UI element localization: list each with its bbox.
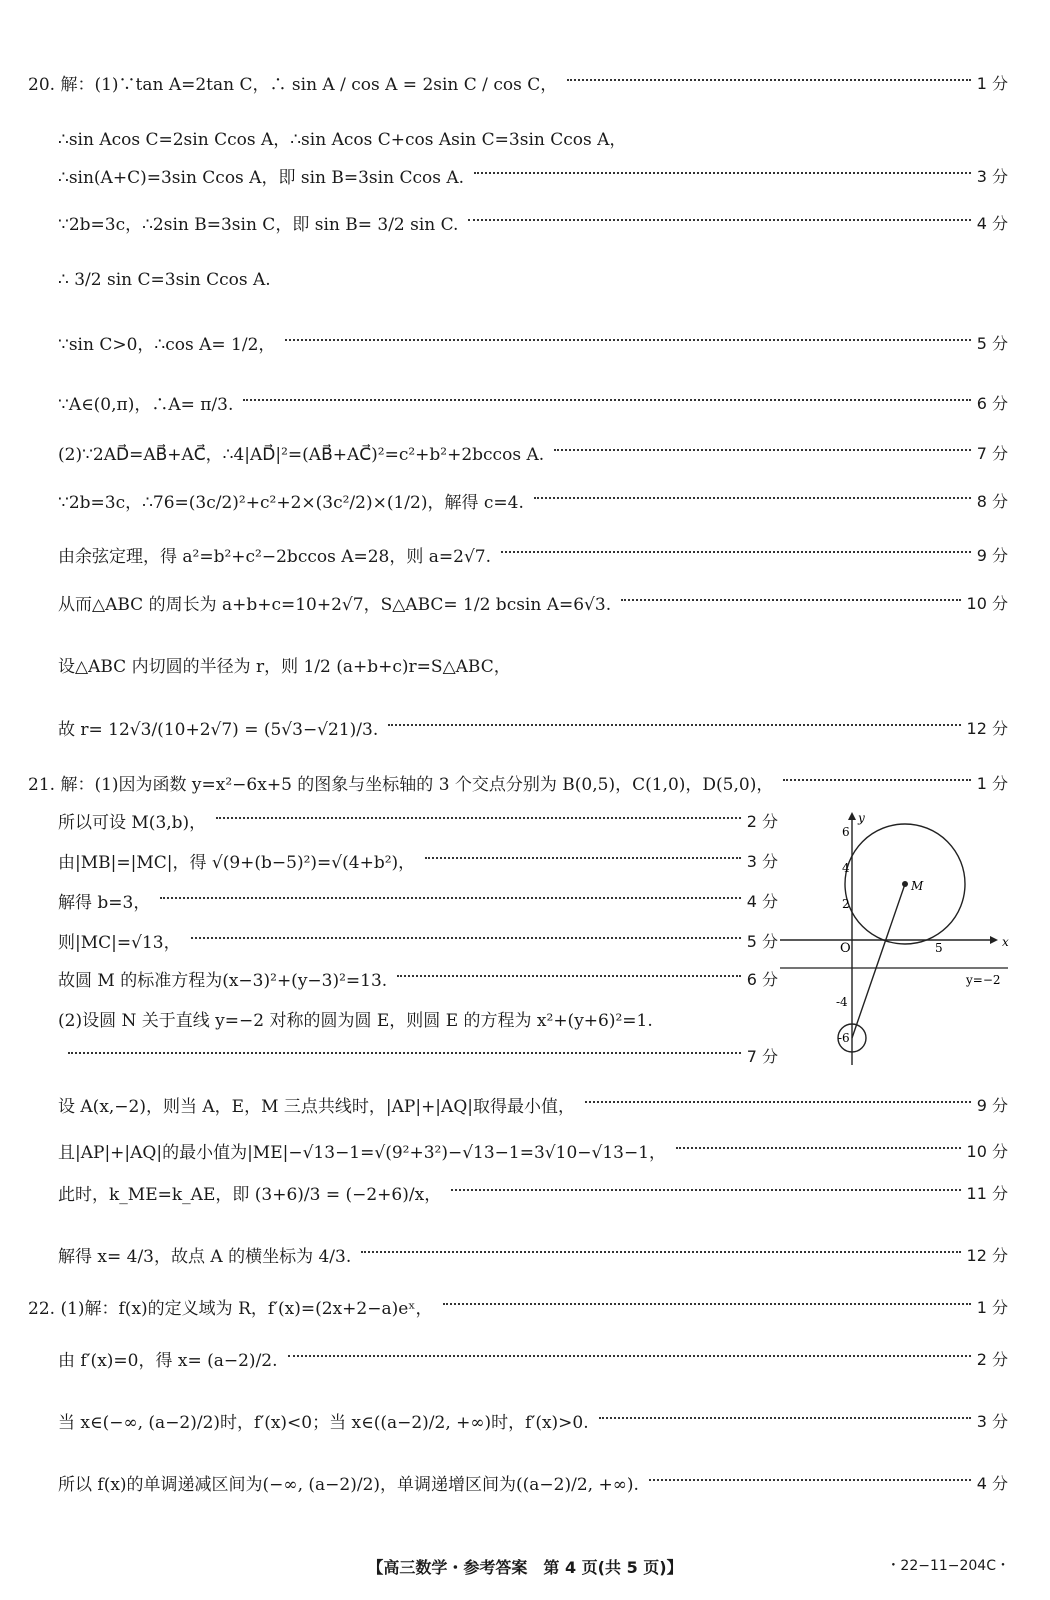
score-label: 3 分 [976, 167, 1008, 186]
answer-line [58, 1470, 1008, 1495]
line-text: 当 x∈(−∞, (a−2)/2)时，f′(x)<0；当 x∈((a−2)/2, +∞)时，f′(x)>0. [58, 1413, 589, 1433]
leader-dots [468, 219, 970, 221]
line-text: 21. 解：(1)因为函数 y=x²−6x+5 的图象与坐标轴的 3 个交点分别为 B(0,5)，C(1,0)，D(5,0)， [28, 775, 774, 795]
tick-label: -6 [838, 1031, 850, 1045]
line-text: ∵2b=3c，∴2sin B=3sin C，即 sin B= 3/2 sin C. [58, 215, 459, 235]
answer-line [58, 888, 778, 913]
leader-dots [567, 79, 971, 81]
answer-line [58, 928, 778, 953]
line-text: ∵2b=3c，∴76=(3c/2)²+c²+2×(3c²/2)×(1/2)，解得 c=4. [58, 493, 524, 513]
line-text: ∴sin(A+C)=3sin Ccos A，即 sin B=3sin Ccos A. [58, 168, 465, 188]
leader-dots [388, 724, 960, 726]
answer-line [58, 1138, 1008, 1163]
answer-line [58, 808, 778, 833]
score-label: 4 分 [976, 214, 1008, 233]
score-label: 2 分 [746, 812, 778, 831]
score-label: 11 分 [966, 1184, 1008, 1203]
score-label: 1 分 [976, 1298, 1008, 1317]
answer-line [58, 210, 1008, 235]
line-text: 解得 x= 4/3，故点 A 的横坐标为 4/3. [58, 1247, 352, 1267]
answer-line [58, 1346, 1008, 1371]
leader-dots [216, 817, 741, 819]
score-label: 4 分 [746, 892, 778, 911]
leader-dots [599, 1417, 971, 1419]
line-text: ∵A∈(0,π)，∴A= π/3. [58, 395, 234, 415]
score-label: 10 分 [966, 1142, 1008, 1161]
x-axis-label: x [1002, 935, 1009, 949]
score-label: 7 分 [976, 444, 1008, 463]
line-text: 22. (1)解：f(x)的定义域为 R，f′(x)=(2x+2−a)eˣ， [28, 1299, 433, 1319]
leader-dots [160, 897, 740, 899]
score-label: 5 分 [746, 932, 778, 951]
line-text: 所以 f(x)的单调递减区间为(−∞, (a−2)/2)，单调递增区间为((a−2)/2, +∞). [58, 1475, 639, 1495]
line-text: 所以可设 M(3,b)， [58, 813, 207, 833]
tick-label: -4 [836, 995, 848, 1009]
line-text: ∴ 3/2 sin C=3sin Ccos A. [58, 270, 271, 290]
score-label: 4 分 [976, 1474, 1008, 1493]
tick-label: 6 [842, 825, 850, 839]
answer-line [58, 163, 1008, 188]
line-text: ∵sin C>0，∴cos A= 1/2， [58, 335, 276, 355]
y-axis-label: y [858, 811, 865, 825]
score-label: 1 分 [976, 774, 1008, 793]
line-text: 由|MB|=|MC|，得 √(9+(b−5)²)=√(4+b²)， [58, 853, 416, 873]
leader-dots [534, 497, 971, 499]
line-text: (2)设圆 N 关于直线 y=−2 对称的圆为圆 E，则圆 E 的方程为 x²+(y+6)²=1. [58, 1011, 653, 1031]
score-label: 12 分 [966, 719, 1008, 738]
tick-label: 2 [842, 897, 850, 911]
leader-dots [676, 1147, 961, 1149]
line-text: 且|AP|+|AQ|的最小值为|ME|−√13−1=√(9²+3²)−√13−1=3√10−√13−1， [58, 1143, 667, 1163]
leader-dots [285, 339, 970, 341]
line-text: (2)∵2AD⃗=AB⃗+AC⃗，∴4|AD⃗|²=(AB⃗+AC⃗)²=c²+b²+2bccos A. [58, 445, 545, 465]
score-label: 5 分 [976, 334, 1008, 353]
line-text: ∴sin Acos C=2sin Ccos A，∴sin Acos C+cos Asin C=3sin Ccos A， [58, 130, 627, 150]
leader-dots [443, 1303, 971, 1305]
answer-line [58, 848, 778, 873]
score-label: 9 分 [976, 546, 1008, 565]
line-label: y=−2 [966, 973, 1001, 987]
score-label: 10 分 [966, 594, 1008, 613]
leader-dots [554, 449, 971, 451]
answer-line [58, 1408, 1008, 1433]
answer-line [58, 440, 1008, 465]
score-label: 3 分 [746, 852, 778, 871]
segment-me [852, 884, 905, 1038]
answer-line [58, 590, 1008, 615]
answer-line [58, 330, 1008, 355]
score-label: 12 分 [966, 1246, 1008, 1265]
score-label: 8 分 [976, 492, 1008, 511]
answer-line [58, 488, 1008, 513]
line-text: 设△ABC 内切圆的半径为 r，则 1/2 (a+b+c)r=S△ABC， [58, 657, 511, 677]
answer-line [58, 1180, 1008, 1205]
tick-label: 5 [935, 941, 943, 955]
score-label: 3 分 [976, 1412, 1008, 1431]
point-m-label: M [911, 879, 924, 893]
line-text: 设 A(x,−2)，则当 A，E，M 三点共线时，|AP|+|AQ|取得最小值， [58, 1097, 575, 1117]
tick-label: 4 [842, 861, 850, 875]
leader-dots [68, 1052, 741, 1054]
y-axis-arrow-icon [848, 812, 856, 820]
line-text: 20. 解：(1)∵tan A=2tan C，∴ sin A / cos A = 2sin C / cos C， [28, 75, 558, 95]
origin-label: O [840, 941, 851, 956]
line-text: 由 f′(x)=0，得 x= (a−2)/2. [58, 1351, 278, 1371]
line-text: 解得 b=3， [58, 893, 151, 913]
answer-line [58, 270, 1008, 290]
score-label: 9 分 [976, 1096, 1008, 1115]
score-label: 6 分 [746, 970, 778, 989]
leader-dots [649, 1479, 971, 1481]
score-label: 1 分 [976, 74, 1008, 93]
leader-dots [783, 779, 970, 781]
leader-dots [621, 599, 960, 601]
score-label: 2 分 [976, 1350, 1008, 1369]
circle-diagram [780, 810, 1010, 1070]
answer-line [58, 715, 1008, 740]
leader-dots [243, 399, 970, 401]
answer-line [28, 1294, 1008, 1319]
answer-line [58, 125, 1008, 150]
leader-dots [288, 1355, 971, 1357]
score-label: 7 分 [746, 1047, 778, 1066]
line-text: 则|MC|=√13， [58, 933, 181, 953]
page-footer: 【高三数学・参考答案 第 4 页(共 5 页)】 [367, 1558, 683, 1577]
answer-line [28, 70, 1008, 95]
leader-dots [585, 1101, 971, 1103]
answer-line [58, 1242, 1008, 1267]
answer-line [58, 390, 1008, 415]
line-text: 故圆 M 的标准方程为(x−3)²+(y−3)²=13. [58, 971, 388, 991]
line-text: 从而△ABC 的周长为 a+b+c=10+2√7，S△ABC= 1/2 bcsin A=6√3. [58, 595, 612, 615]
leader-dots [361, 1251, 960, 1253]
leader-dots [191, 937, 741, 939]
answer-line [58, 1044, 778, 1067]
leader-dots [397, 975, 741, 977]
answer-line [58, 1092, 1008, 1117]
leader-dots [451, 1189, 960, 1191]
answer-line [58, 966, 778, 991]
answer-line [28, 770, 1008, 795]
answer-line [58, 542, 1008, 567]
x-axis-arrow-icon [990, 936, 998, 944]
leader-dots [474, 172, 971, 174]
line-text: 此时，k_ME=k_AE，即 (3+6)/3 = (−2+6)/x， [58, 1185, 442, 1205]
line-text: 故 r= 12√3/(10+2√7) = (5√3−√21)/3. [58, 720, 379, 740]
line-text: 由余弦定理，得 a²=b²+c²−2bccos A=28，则 a=2√7. [58, 547, 492, 567]
leader-dots [501, 551, 971, 553]
score-label: 6 分 [976, 394, 1008, 413]
answer-line [58, 652, 1008, 677]
document-code: ・22−11−204C・ [886, 1558, 1010, 1574]
leader-dots [425, 857, 741, 859]
